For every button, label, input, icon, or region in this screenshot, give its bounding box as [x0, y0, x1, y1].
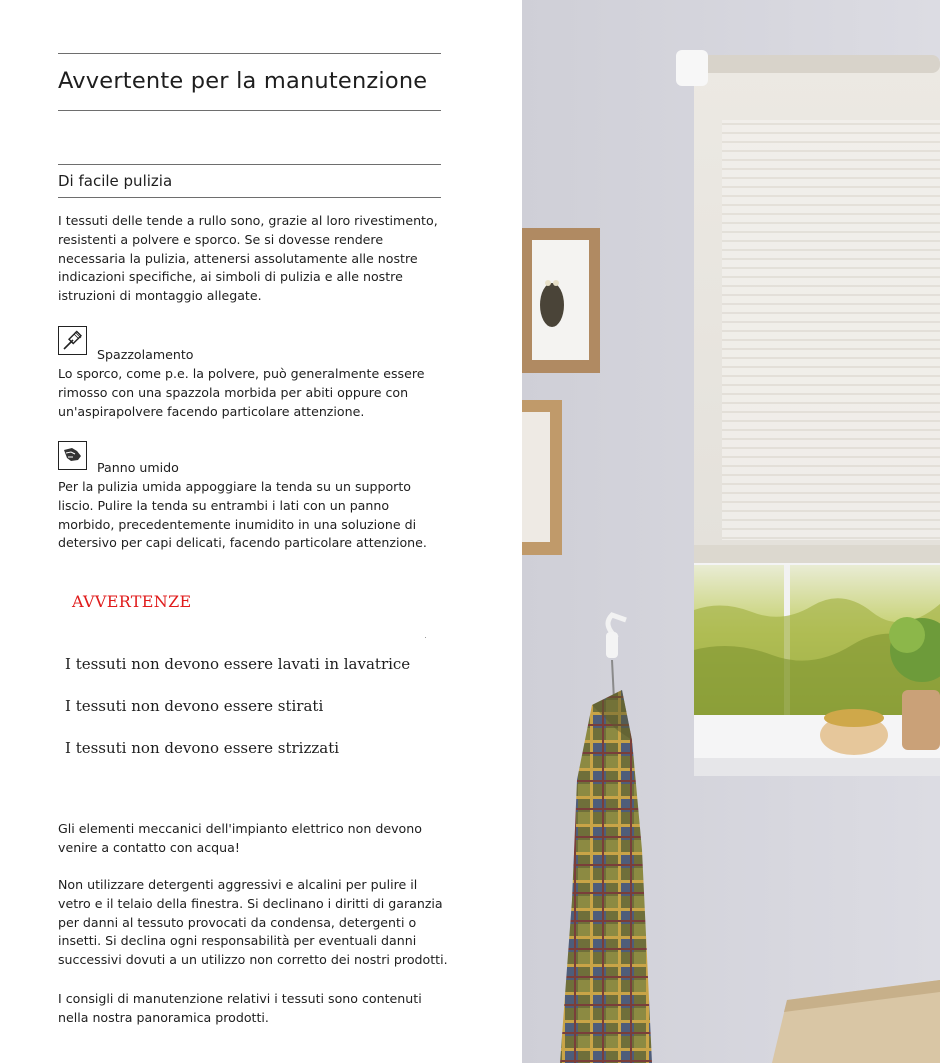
title-top-rule: [58, 53, 441, 54]
product-photo: [522, 0, 940, 1063]
title-bottom-rule: [58, 110, 441, 111]
note-paragraph: Non utilizzare detergenti aggressivi e alcalini per pulire il vetro e il telaio della finestra. Si declinano i diritti di garanzia per danni al tessuto provocati da condensa, detergenti o insetti. Si declina ogni responsabilità per eventuali danni successivi dovuti a un utilizzo non corretto dei nostri prodotti.: [58, 877, 448, 968]
warning-item: I tessuti non devono essere stirati: [65, 697, 324, 715]
warning-item: I tessuti non devono essere strizzati: [65, 739, 340, 757]
page-title: Avvertente per la manutenzione: [58, 68, 428, 94]
warning-item: I tessuti non devono essere lavati in lavatrice: [65, 655, 411, 673]
section-top-rule: [58, 164, 441, 165]
brush-icon: [58, 326, 87, 355]
warnings-title: AVVERTENZE: [72, 592, 192, 611]
note-paragraph: Gli elementi meccanici dell'impianto elettrico non devono venire a contatto con acqua!: [58, 821, 422, 855]
section-title: Di facile pulizia: [58, 172, 173, 190]
hand-cloth-icon: [58, 441, 87, 470]
note-paragraph: I consigli di manutenzione relativi i tessuti sono contenuti nella nostra panoramica prodotti.: [58, 991, 422, 1025]
damp-cloth-label: Panno umido: [97, 460, 179, 475]
brushing-text: Lo sporco, come p.e. la polvere, può generalmente essere rimosso con una spazzola morbida per abiti oppure con un'aspirapolvere facendo particolare attenzione.: [58, 366, 425, 419]
intro-paragraph: I tessuti delle tende a rullo sono, grazie al loro rivestimento, resistenti a polvere e sporco. Se si dovesse rendere necessaria la pulizia, attenersi assolutamente alle nostre indicazioni specifiche, ai simboli di pulizia e alle nostre istruzioni di montaggio allegate.: [58, 213, 438, 304]
section-bottom-rule: [58, 197, 441, 198]
brushing-label: Spazzolamento: [97, 347, 194, 362]
stray-dot: [425, 637, 426, 638]
damp-cloth-text: Per la pulizia umida appoggiare la tenda su un supporto liscio. Pulire la tenda su entrambi i lati con un panno morbido, precedentemente inumidito in una soluzione di detersivo per capi delicati, facendo particolare attenzione.: [58, 479, 427, 551]
